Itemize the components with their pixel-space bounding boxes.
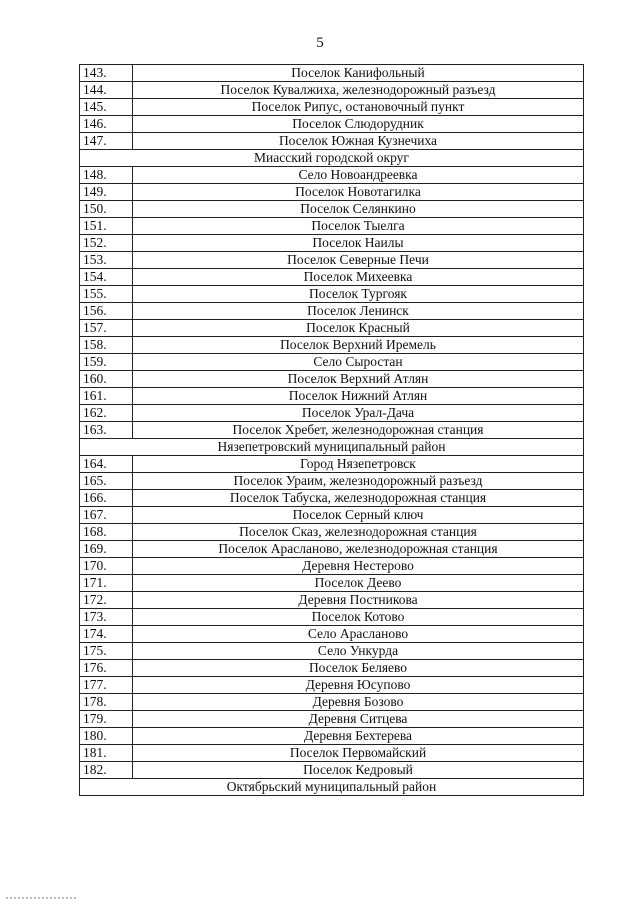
row-number: 169. — [80, 541, 133, 558]
settlement-name: Поселок Южная Кузнечиха — [133, 133, 584, 150]
row-number: 172. — [80, 592, 133, 609]
table-row — [80, 354, 584, 371]
row-number: 144. — [80, 82, 133, 99]
row-number: 146. — [80, 116, 133, 133]
row-number: 149. — [80, 184, 133, 201]
settlement-name: Поселок Слюдорудник — [133, 116, 584, 133]
row-number: 153. — [80, 252, 133, 269]
table-row — [80, 456, 584, 473]
settlement-name: Деревня Юсупово — [133, 677, 584, 694]
row-number: 158. — [80, 337, 133, 354]
row-number: 145. — [80, 99, 133, 116]
section-title: Миасский городской округ — [80, 150, 584, 167]
settlement-name: Поселок Деево — [133, 575, 584, 592]
settlement-name: Поселок Рипус, остановочный пункт — [133, 99, 584, 116]
settlement-name: Село Новоандреевка — [133, 167, 584, 184]
table-row — [80, 388, 584, 405]
settlement-name: Село Ункурда — [133, 643, 584, 660]
row-number: 180. — [80, 728, 133, 745]
table-row — [80, 490, 584, 507]
settlement-name: Село Сыростан — [133, 354, 584, 371]
section-title: Нязепетровский муниципальный район — [80, 439, 584, 456]
row-number: 177. — [80, 677, 133, 694]
settlement-name: Город Нязепетровск — [133, 456, 584, 473]
table-row — [80, 575, 584, 592]
table-row — [80, 694, 584, 711]
table-row — [80, 660, 584, 677]
row-number: 182. — [80, 762, 133, 779]
table-row — [80, 405, 584, 422]
settlement-name: Поселок Первомайский — [133, 745, 584, 762]
settlement-name: Поселок Красный — [133, 320, 584, 337]
table-row — [80, 507, 584, 524]
table-row — [80, 269, 584, 286]
settlement-name: Поселок Селянкино — [133, 201, 584, 218]
table-row — [80, 116, 584, 133]
table-row — [80, 218, 584, 235]
table-row — [80, 65, 584, 82]
table-row — [80, 201, 584, 218]
row-number: 159. — [80, 354, 133, 371]
table-row — [80, 745, 584, 762]
row-number: 160. — [80, 371, 133, 388]
row-number: 147. — [80, 133, 133, 150]
table-row — [80, 99, 584, 116]
settlement-name: Поселок Кувалжиха, железнодорожный разъезд — [133, 82, 584, 99]
settlement-name: Поселок Арасланово, железнодорожная станция — [133, 541, 584, 558]
table-row — [80, 167, 584, 184]
settlement-name: Поселок Табуска, железнодорожная станция — [133, 490, 584, 507]
table-row — [80, 422, 584, 439]
settlement-name: Поселок Канифольный — [133, 65, 584, 82]
settlement-name: Поселок Урал-Дача — [133, 405, 584, 422]
row-number: 170. — [80, 558, 133, 575]
table-row — [80, 337, 584, 354]
settlement-name: Поселок Беляево — [133, 660, 584, 677]
section-row — [80, 779, 584, 796]
page-number: 5 — [316, 35, 324, 51]
table-row — [80, 592, 584, 609]
settlement-name: Село Арасланово — [133, 626, 584, 643]
row-number: 181. — [80, 745, 133, 762]
settlement-name: Деревня Постникова — [133, 592, 584, 609]
table-row — [80, 643, 584, 660]
settlement-name: Поселок Новотагилка — [133, 184, 584, 201]
settlement-name: Деревня Ситцева — [133, 711, 584, 728]
table-row — [80, 303, 584, 320]
table-row — [80, 558, 584, 575]
row-number: 166. — [80, 490, 133, 507]
row-number: 157. — [80, 320, 133, 337]
table-row — [80, 677, 584, 694]
table-row — [80, 626, 584, 643]
settlement-name: Поселок Верхний Иремель — [133, 337, 584, 354]
row-number: 151. — [80, 218, 133, 235]
table-row — [80, 762, 584, 779]
table-row — [80, 609, 584, 626]
settlement-name: Поселок Хребет, железнодорожная станция — [133, 422, 584, 439]
settlement-name: Поселок Ураим, железнодорожный разъезд — [133, 473, 584, 490]
settlement-name: Поселок Михеевка — [133, 269, 584, 286]
row-number: 155. — [80, 286, 133, 303]
row-number: 165. — [80, 473, 133, 490]
table-row — [80, 711, 584, 728]
table-row — [80, 541, 584, 558]
table-row — [80, 184, 584, 201]
row-number: 156. — [80, 303, 133, 320]
row-number: 175. — [80, 643, 133, 660]
row-number: 150. — [80, 201, 133, 218]
row-number: 164. — [80, 456, 133, 473]
table-row — [80, 371, 584, 388]
row-number: 179. — [80, 711, 133, 728]
settlement-name: Поселок Кедровый — [133, 762, 584, 779]
row-number: 167. — [80, 507, 133, 524]
settlement-name: Поселок Тургояк — [133, 286, 584, 303]
table-row — [80, 235, 584, 252]
settlement-name: Поселок Тыелга — [133, 218, 584, 235]
table-row — [80, 286, 584, 303]
settlement-name: Деревня Бозово — [133, 694, 584, 711]
settlement-name: Деревня Нестерово — [133, 558, 584, 575]
settlement-name: Поселок Серный ключ — [133, 507, 584, 524]
table-row — [80, 524, 584, 541]
settlement-name: Поселок Сказ, железнодорожная станция — [133, 524, 584, 541]
row-number: 154. — [80, 269, 133, 286]
table-row — [80, 82, 584, 99]
settlement-name: Поселок Наилы — [133, 235, 584, 252]
section-row — [80, 439, 584, 456]
table-row — [80, 252, 584, 269]
settlements-table — [79, 64, 584, 796]
table-row — [80, 133, 584, 150]
row-number: 176. — [80, 660, 133, 677]
settlement-name: Поселок Верхний Атлян — [133, 371, 584, 388]
row-number: 174. — [80, 626, 133, 643]
row-number: 178. — [80, 694, 133, 711]
row-number: 143. — [80, 65, 133, 82]
settlement-name: Поселок Северные Печи — [133, 252, 584, 269]
row-number: 161. — [80, 388, 133, 405]
row-number: 168. — [80, 524, 133, 541]
scan-artifact — [6, 897, 76, 899]
settlement-name: Деревня Бехтерева — [133, 728, 584, 745]
settlements-table-body — [80, 65, 584, 796]
settlement-name: Поселок Ленинск — [133, 303, 584, 320]
section-row — [80, 150, 584, 167]
settlement-name: Поселок Котово — [133, 609, 584, 626]
row-number: 171. — [80, 575, 133, 592]
table-row — [80, 320, 584, 337]
section-title: Октябрьский муниципальный район — [80, 779, 584, 796]
settlement-name: Поселок Нижний Атлян — [133, 388, 584, 405]
table-row — [80, 728, 584, 745]
row-number: 163. — [80, 422, 133, 439]
row-number: 173. — [80, 609, 133, 626]
row-number: 152. — [80, 235, 133, 252]
row-number: 162. — [80, 405, 133, 422]
row-number: 148. — [80, 167, 133, 184]
table-row — [80, 473, 584, 490]
